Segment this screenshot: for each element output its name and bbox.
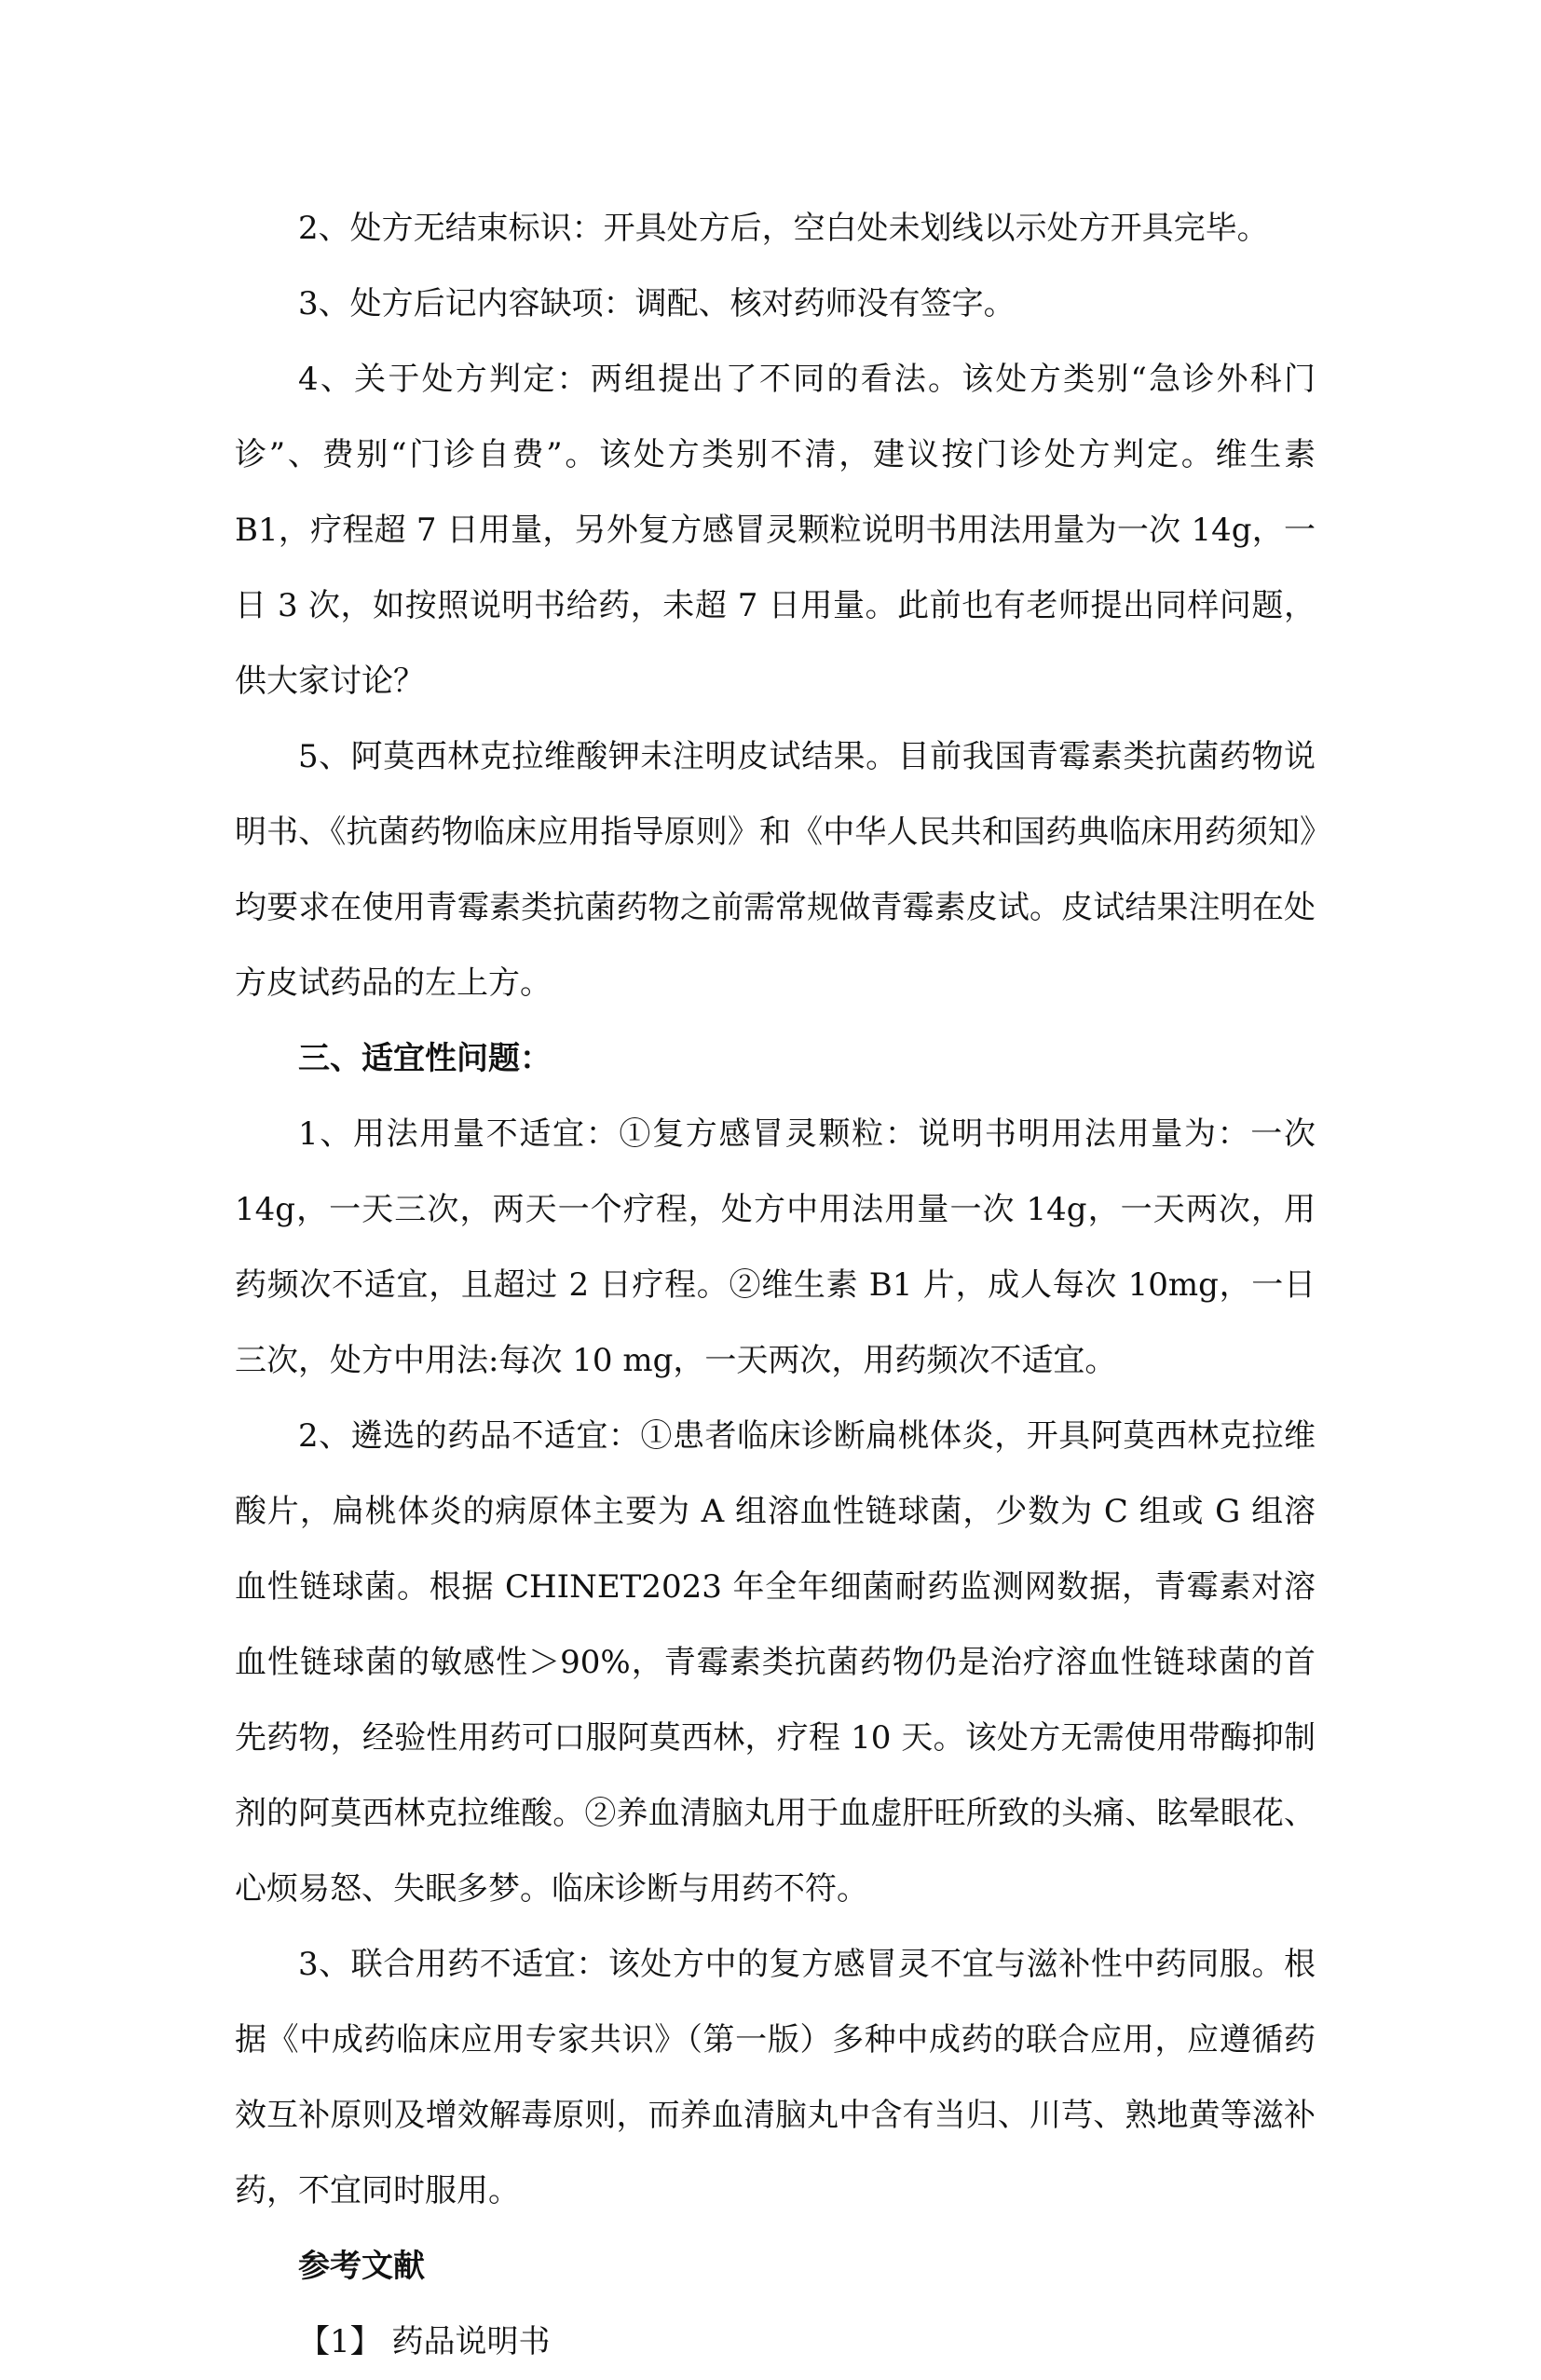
document-body xyxy=(235,191,1316,2380)
reference-item: 【1】 药品说明书 xyxy=(298,2323,551,2360)
paragraph-combination: 3、联合用药不适宜：该处方中的复方感冒灵不宜与滋补性中药同服。根据《中成药临床应用专家共识》（第一版）多种中成药的联合应用，应遵循药效互补原则及增效解毒原则，而养血清脑丸中含有当归、川芎、熟地黄等滋补药，不宜同时服用。 xyxy=(235,1946,1316,2209)
references-heading: 参考文献 xyxy=(298,2248,425,2285)
paragraph-drug-selection: 2、遴选的药品不适宜：①患者临床诊断扁桃体炎，开具阿莫西林克拉维酸片，扁桃体炎的病原体主要为 A 组溶血性链球菌，少数为 C 组或 G 组溶血性链球菌。根据 CHINET2023 年全年细菌耐药监测网数据，青霉素对溶血性链球菌的敏感性＞90%，青霉素类抗菌药物仍是治疗溶血性链球菌的首先药物，经验性用药可口服阿莫西林，疗程 10 天。该处方无需使用带酶抑制剂的阿莫西林克拉维酸。②养血清脑丸用于血虚肝旺所致的头痛、眩晕眼花、心烦易怒、失眠多梦。临床诊断与用药不符。 xyxy=(235,1417,1316,1908)
paragraph-no-end-mark: 2、处方无结束标识：开具处方后，空白处未划线以示处方开具完毕。 xyxy=(298,210,1269,247)
section-heading-suitability: 三、适宜性问题： xyxy=(298,1040,552,1077)
paragraph-dosage: 1、用法用量不适宜：①复方感冒灵颗粒：说明书明用法用量为：一次 14g，一天三次，两天一个疗程，处方中用法用量一次 14g，一天两次，用药频次不适宜，且超过 2 日疗程。②维生素 B1 片，成人每次 10mg，一日三次，处方中用法:每次 10 mg，一天两次，用药频次不适宜。 xyxy=(235,1115,1316,1379)
paragraph-prescription-judgement: 4、关于处方判定：两组提出了不同的看法。该处方类别“急诊外科门诊”、费别“门诊自费”。该处方类别不清，建议按门诊处方判定。维生素 B1，疗程超 7 日用量，另外复方感冒灵颗粒说明书用法用量为一次 14g，一日 3 次，如按照说明书给药，未超 7 日用量。此前也有老师提出同样问题，供大家讨论？ xyxy=(235,361,1316,700)
paragraph-skin-test: 5、阿莫西林克拉维酸钾未注明皮试结果。目前我国青霉素类抗菌药物说明书、《抗菌药物临床应用指导原则》和《中华人民共和国药典临床用药须知》均要求在使用青霉素类抗菌药物之前需常规做青霉素皮试。皮试结果注明在处方皮试药品的左上方。 xyxy=(235,738,1316,1002)
paragraph-missing-signature: 3、处方后记内容缺项：调配、核对药师没有签字。 xyxy=(298,285,1016,322)
